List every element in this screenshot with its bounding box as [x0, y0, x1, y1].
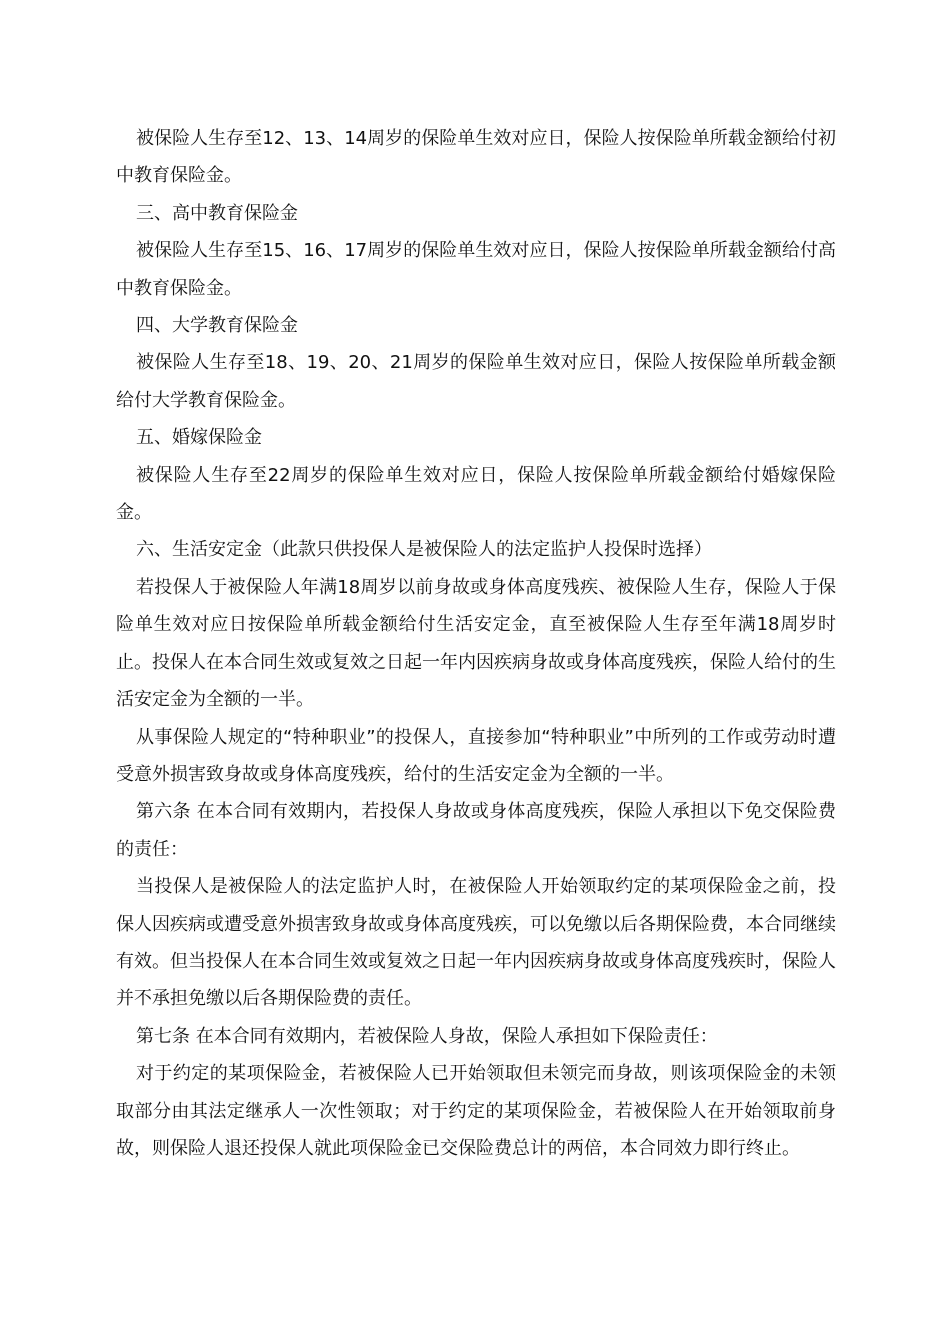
- paragraph-article-six: 第六条 在本合同有效期内，若投保人身故或身体高度残疾，保险人承担以下免交保险费的责任：: [116, 801, 836, 860]
- paragraph-junior-high-benefit: 被保险人生存至12、13、14周岁的保险单生效对应日，保险人按保险单所载金额给付初中教育保险金。: [116, 128, 836, 187]
- heading-living-allowance: 六、生活安定金（此款只供投保人是被保险人的法定监护人投保时选择）: [136, 539, 712, 561]
- document-body: [116, 120, 836, 1167]
- paragraph-premium-waiver: 当投保人是被保险人的法定监护人时，在被保险人开始领取约定的某项保险金之前，投保人因疾病或遭受意外损害致身故或身体高度残疾，可以免缴以后各期保险费，本合同继续有效。但当投保人在本合同生效或复效之日起一年内因疾病身故或身体高度残疾时，保险人并不承担免缴以后各期保险费的责任。: [116, 876, 836, 1010]
- heading-university-benefit: 四、大学教育保险金: [136, 315, 298, 337]
- heading-marriage-benefit: 五、婚嫁保险金: [136, 427, 262, 449]
- paragraph-special-occupation: 从事保险人规定的“特种职业”的投保人，直接参加“特种职业”中所列的工作或劳动时遭受意外损害致身故或身体高度残疾，给付的生活安定金为全额的一半。: [116, 726, 836, 785]
- paragraph-living-allowance: 若投保人于被保险人年满18周岁以前身故或身体高度残疾、被保险人生存，保险人于保险单生效对应日按保险单所载金额给付生活安定金，直至被保险人生存至年满18周岁时止。投保人在本合同生效或复效之日起一年内因疾病身故或身体高度残疾，保险人给付的生活安定金为全额的一半。: [116, 576, 836, 711]
- paragraph-university-benefit: 被保险人生存至18、19、20、21周岁的保险单生效对应日，保险人按保险单所载金额给付大学教育保险金。: [116, 352, 836, 411]
- heading-senior-high-benefit: 三、高中教育保险金: [136, 202, 298, 224]
- paragraph-senior-high-benefit: 被保险人生存至15、16、17周岁的保险单生效对应日，保险人按保险单所载金额给付高中教育保险金。: [116, 240, 836, 299]
- paragraph-article-seven: 第七条 在本合同有效期内，若被保险人身故，保险人承担如下保险责任：: [136, 1025, 718, 1047]
- paragraph-marriage-benefit: 被保险人生存至22周岁的保险单生效对应日，保险人按保险单所载金额给付婚嫁保险金。: [116, 464, 836, 524]
- paragraph-death-benefit: 对于约定的某项保险金，若被保险人已开始领取但未领完而身故，则该项保险金的未领取部分由其法定继承人一次性领取；对于约定的某项保险金，若被保险人在开始领取前身故，则保险人退还投保人就此项保险金已交保险费总计的两倍，本合同效力即行终止。: [116, 1063, 836, 1159]
